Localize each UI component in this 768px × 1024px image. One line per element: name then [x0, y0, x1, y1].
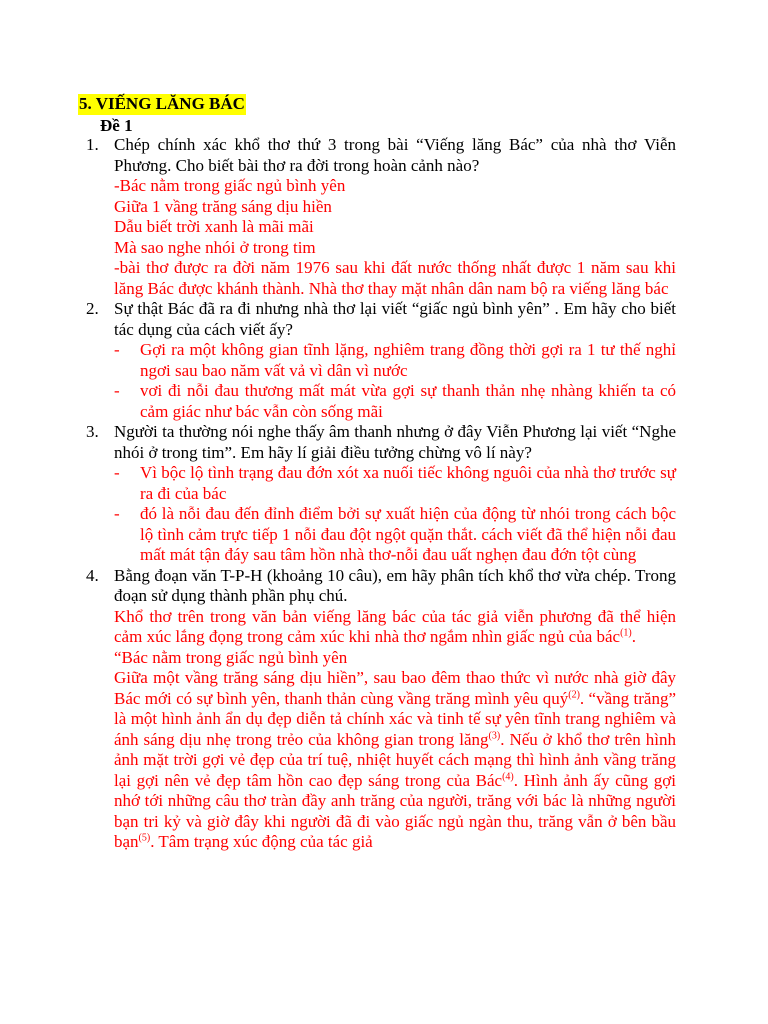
bullet-text: vơi đi nỗi đau thương mất mát vừa gợi sự thanh thản nhẹ nhàng khiến ta có cảm giác như bác vẫn còn sống mãi: [140, 381, 676, 421]
question-number: 1.: [86, 135, 99, 154]
page-title: 5. VIẾNG LĂNG BÁC: [79, 94, 245, 113]
answer-text: Khổ thơ trên trong văn bản viếng lăng bác của tác giả viễn phương đã thể hiện cảm xúc lắng đọng trong cảm xúc khi nhà thơ ngắm nhìn giấc ngủ của bác: [114, 606, 676, 646]
exam-subtitle: Đề 1: [100, 116, 133, 135]
document-body: [86, 135, 676, 853]
answer-text: . “vầng trăng” là một hình ảnh ẩn dụ đẹp diễn tả chính xác và tinh tế sự yên tĩnh trang nghiêm và ánh sáng dịu nhẹ trong trẻo của không gian trong lăng: [114, 688, 676, 749]
answer-text: .: [631, 627, 637, 646]
answer-bullet: [114, 381, 676, 422]
poem-line: Dẫu biết trời xanh là mãi mãi: [114, 217, 314, 236]
bullet-dash: -: [114, 340, 120, 359]
question-number: 2.: [86, 299, 99, 318]
poem-line: Mà sao nghe nhói ở trong tim: [114, 237, 316, 257]
answer-paragraph: [114, 668, 676, 853]
question-4: [86, 566, 676, 853]
footnote-marker: (1): [620, 627, 632, 639]
bullet-text: Vì bộc lộ tình trạng đau đớn xót xa nuối tiếc không nguôi của nhà thơ trước sự ra đi của bác: [140, 463, 676, 503]
answer-text: . Nếu ở khổ thơ trên hình ảnh mặt trời gợi vẻ đẹp của trí tuệ, nhiệt huyết cách mạng thì hình ảnh vầng trăng lại gợi nên vẻ đẹp tâm hồn cao đẹp sáng trong của Bác: [114, 729, 676, 790]
question-text: Bằng đoạn văn T-P-H (khoảng 10 câu), em hãy phân tích khổ thơ vừa chép. Trong đoạn sử dụng thành phần phụ chú.: [114, 565, 676, 605]
answer-context: -bài thơ được ra đời năm 1976 sau khi đất nước thống nhất được 1 năm sau khi lăng Bác được khánh thành. Nhà thơ thay mặt nhân dân nam bộ ra viếng lăng bác: [114, 258, 676, 298]
question-2: [86, 299, 676, 422]
question-text: Chép chính xác khổ thơ thứ 3 trong bài “Viếng lăng Bác” của nhà thơ Viễn Phương. Cho biết bài thơ ra đời trong hoàn cảnh nào?: [114, 135, 676, 175]
bullet-dash: -: [114, 463, 120, 482]
question-number: 4.: [86, 565, 99, 585]
footnote-marker: (5): [138, 832, 151, 844]
answer-paragraph: [114, 607, 676, 648]
question-text: Sự thật Bác đã ra đi nhưng nhà thơ lại viết “giấc ngủ bình yên” . Em hãy cho biết tác dụng của cách viết ấy?: [114, 299, 676, 339]
poem-line: Giữa 1 vầng trăng sáng dịu hiền: [114, 196, 332, 216]
footnote-marker: (4): [502, 770, 514, 782]
answer-text: . Tâm trạng xúc động của tác giả: [150, 832, 373, 851]
answer-text: . Hình ảnh ấy cũng gợi nhớ tới những câu thơ tràn đầy anh trăng của người, trăng với bác là những người bạn tri kỷ và giờ đây khi người đã đi vào giấc ngủ ngàn thu, trăng vẫn ở bên bầu bạn: [114, 770, 676, 851]
question-text: Người ta thường nói nghe thấy âm thanh nhưng ở đây Viễn Phương lại viết “Nghe nhói ở trong tim”. Em hãy lí giải điều tưởng chừng vô lí này?: [114, 422, 676, 462]
footnote-marker: (2): [568, 688, 580, 700]
answer-bullet: [114, 340, 676, 381]
bullet-dash: -: [114, 504, 120, 523]
question-1: [86, 135, 676, 299]
question-number: 3.: [86, 422, 99, 441]
poem-line: -Bác nằm trong giấc ngủ bình yên: [114, 176, 346, 195]
answer-text: Giữa một vầng trăng sáng dịu hiền”, sau bao đêm thao thức vì nước nhà giờ đây Bác mới có sự bình yên, thanh thản cùng vầng trăng mình yêu quý: [114, 668, 676, 708]
question-3: [86, 422, 676, 566]
bullet-text: Gợi ra một không gian tĩnh lặng, nghiêm trang đồng thời gợi ra 1 tư thế nghỉ ngơi sau bao năm vất vả vì dân vì nước: [140, 340, 676, 380]
footnote-marker: (3): [488, 729, 501, 741]
poem-quote: “Bác nằm trong giấc ngủ bình yên: [114, 647, 348, 667]
bullet-text: đó là nỗi đau đến đỉnh điểm bởi sự xuất hiện của động từ nhói trong cách bộc lộ tình cảm trực tiếp 1 nỗi đau đột ngột quặn thắt. cách viết đã thể hiện nỗi đau mất mát tận đáy sau tâm hồn nhà thơ-nỗi đau uất nghẹn đau đớn tột cùng: [140, 504, 676, 564]
answer-bullet: [114, 504, 676, 566]
answer-bullet: [114, 463, 676, 504]
bullet-dash: -: [114, 381, 120, 400]
